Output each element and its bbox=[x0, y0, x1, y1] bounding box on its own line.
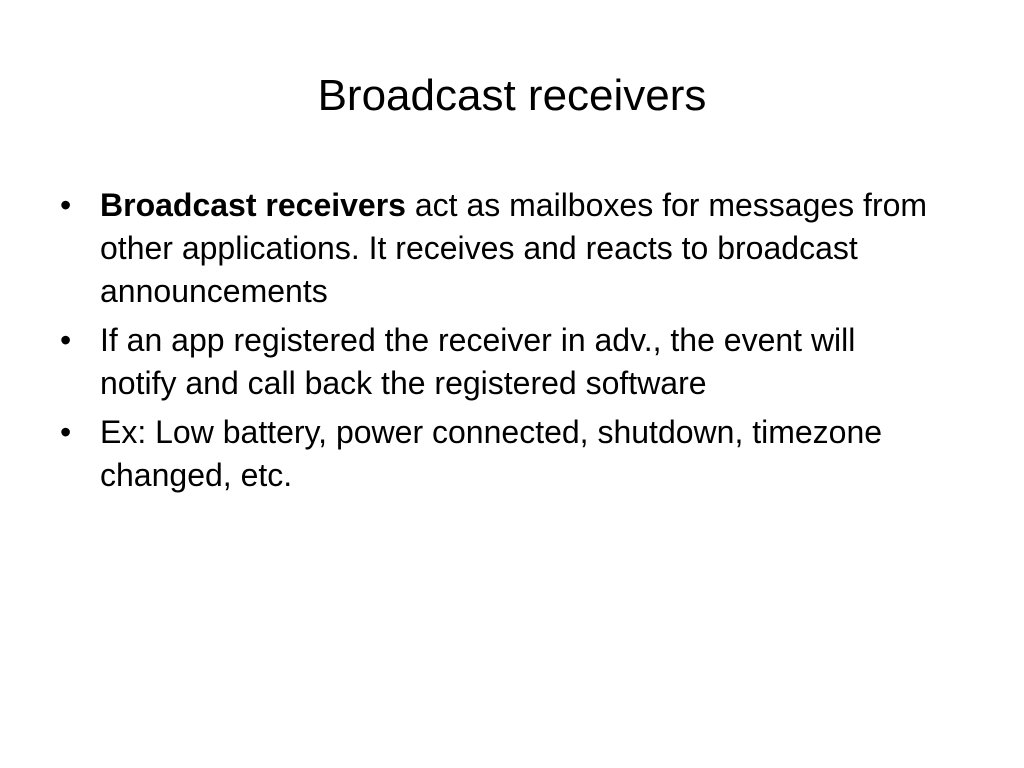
bullet-text: act as mailboxes for messages from other applications. It receives and reacts to broadcast announcements bbox=[100, 187, 928, 309]
bullet-dot-icon: • bbox=[60, 187, 72, 223]
bullet-item-receivers-definition bbox=[60, 184, 940, 313]
bullet-dot-icon: • bbox=[60, 322, 72, 358]
bullet-text: Ex: Low battery, power connected, shutdown, timezone changed, etc. bbox=[100, 414, 883, 493]
bullet-item-examples bbox=[60, 411, 940, 497]
bullet-bold-term: Broadcast receivers bbox=[100, 187, 406, 223]
bullet-dot-icon: • bbox=[60, 414, 72, 450]
bullet-item-registration bbox=[60, 319, 940, 405]
bullet-text: If an app registered the receiver in adv., the event will notify and call back the registered software bbox=[100, 322, 856, 401]
slide-title: Broadcast receivers bbox=[317, 71, 707, 120]
bullet-list bbox=[60, 184, 940, 503]
